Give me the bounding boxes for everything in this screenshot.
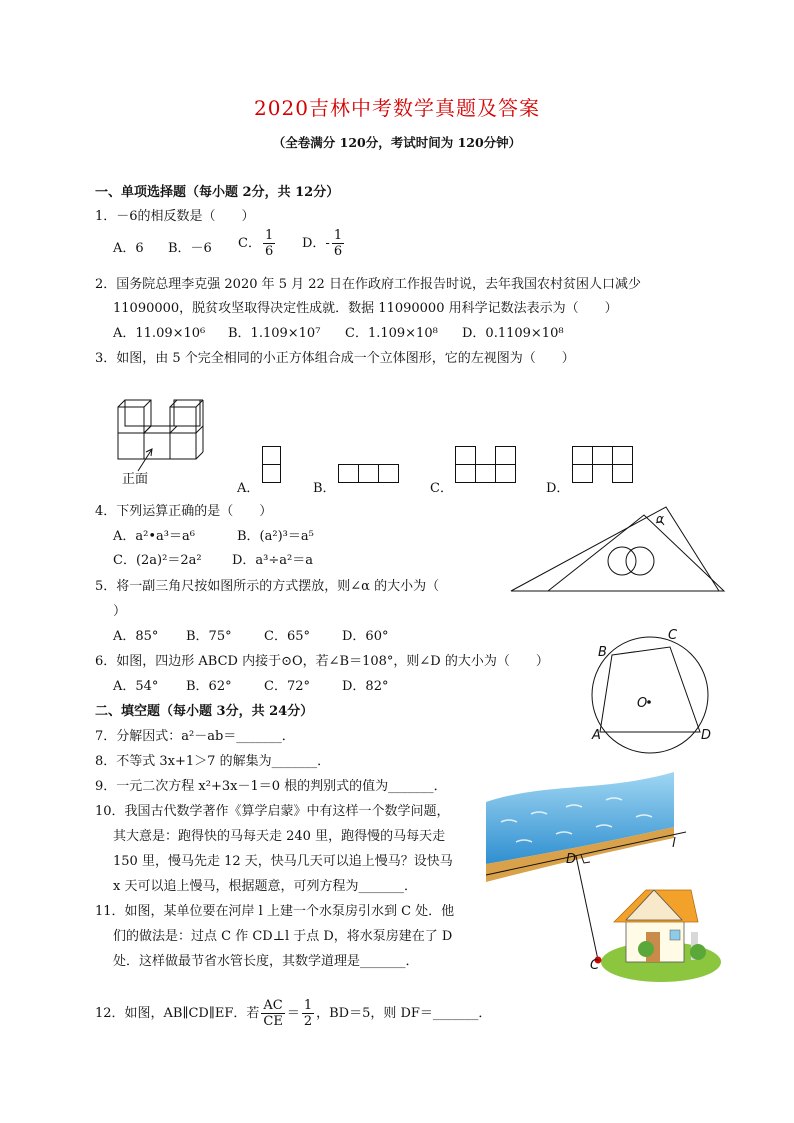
q6-label-o: O: [637, 696, 648, 711]
q11-line2: 们的做法是：过点 C 作 CD⊥l 于点 D，将水泵房建在了 D: [113, 929, 453, 944]
q11-line3: 处．这样做最节省水管长度，其数学道理是_______．: [113, 954, 419, 969]
q5-line1: 5．将一副三角尺按如图所示的方式摆放，则∠α 的大小为（: [95, 579, 440, 594]
q5-option-d: D．60°: [342, 629, 389, 644]
q6-stem: 6．如图，四边形 ABCD 内接于⊙O，若∠B＝108°，则∠D 的大小为（ ）: [95, 654, 549, 669]
page-subtitle: （全卷满分 120分，考试时间为 120分钟）: [272, 135, 522, 150]
q6-option-a: A．54°: [113, 679, 159, 694]
q9-stem: 9．一元二次方程 x²+3x－1＝0 根的判别式的值为_______．: [95, 779, 447, 794]
section1-heading: 一、单项选择题（每小题 2分，共 12分）: [95, 185, 340, 200]
q3-stem: 3．如图，由 5 个完全相同的小正方体组合成一个立体图形，它的左视图为（ ）: [95, 351, 575, 366]
q2-option-b: B．1.109×10⁷: [228, 326, 321, 341]
q7-stem: 7．分解因式：a²－ab＝_______．: [95, 729, 295, 744]
section2-heading: 二、填空题（每小题 3分，共 24分）: [95, 704, 314, 719]
q2-option-a: A．11.09×10⁶: [113, 326, 206, 341]
q2-line2: 11090000，脱贫攻坚取得决定性成就．数据 11090000 用科学记数法表示为（ ）: [113, 301, 618, 316]
q3-option-b: B．: [313, 481, 336, 496]
q6-option-d: D．82°: [342, 679, 389, 694]
q4-option-c: C．(2a)²＝2a²: [113, 553, 202, 568]
q11-label-d: D: [566, 852, 577, 867]
q5-alpha-label: α: [656, 512, 664, 526]
q6-label-a: A: [592, 728, 601, 743]
q3-option-a-figure: [262, 446, 282, 486]
q6-label-c: C: [668, 628, 678, 643]
q5-option-c: C．65°: [264, 629, 310, 644]
q12-stem: 12．如图，AB∥CD∥EF．若 $\frac{AC}{CE}$ ＝ $\frac{1}{2}$ ，BD＝5，则 DF＝_______．: [95, 998, 492, 1029]
q5-option-b: B．75°: [186, 629, 232, 644]
q6-option-b: B．62°: [186, 679, 232, 694]
q3-option-d: D．: [546, 481, 570, 496]
q1-option-b: B．－6: [168, 241, 212, 256]
q6-option-c: C．72°: [264, 679, 310, 694]
q10-line3: 150 里，慢马先走 12 天，快马几天可以追上慢马？设快马: [113, 854, 453, 869]
q5-line2: ）: [113, 604, 127, 619]
q2-option-d: D．0.1109×10⁸: [462, 326, 564, 341]
q11-river-figure: [486, 772, 722, 984]
page-title: 2020吉林中考数学真题及答案: [254, 96, 540, 120]
q3-option-d-figure: [572, 446, 634, 486]
q10-line4: x 天可以追上慢马，根据题意，可列方程为_______．: [113, 879, 417, 894]
q11-label-c: C: [590, 958, 600, 973]
q1-option-a: A．6: [113, 241, 144, 256]
q11-label-l: l: [672, 836, 676, 851]
q3-option-a: A．: [237, 481, 260, 496]
q3-front-label: 正面: [122, 472, 149, 487]
q4-option-a: A．a²•a³＝a⁶: [113, 529, 195, 544]
q5-triangle-figure: [508, 505, 733, 595]
q2-line1: 2．国务院总理李克强 2020 年 5 月 22 日在作政府工作报告时说，去年我国农村贫困人口减少: [95, 277, 641, 292]
q11-line1: 11．如图，某单位要在河岸 l 上建一个水泵房引水到 C 处．他: [95, 904, 455, 919]
q3-option-b-figure: [338, 464, 400, 484]
q1-option-c: C． $\frac{1}{6}$: [238, 228, 274, 259]
q3-option-c: C．: [430, 481, 453, 496]
q2-option-c: C．1.109×10⁸: [345, 326, 438, 341]
q10-line1: 10．我国古代数学著作《算学启蒙》中有这样一个数学问题，: [95, 804, 450, 819]
q1-option-d: D．- $\frac{1}{6}$: [302, 228, 343, 259]
q8-stem: 8．不等式 3x+1＞7 的解集为_______．: [95, 754, 331, 769]
q1-stem: 1．－6的相反数是（ ）: [95, 209, 255, 224]
q4-stem: 4．下列运算正确的是（ ）: [95, 504, 273, 519]
q3-option-c-figure: [455, 446, 517, 486]
q10-line2: 其大意是：跑得快的马每天走 240 里，跑得慢的马每天走: [113, 829, 446, 844]
q5-option-a: A．85°: [113, 629, 159, 644]
q4-option-b: B．(a²)³＝a⁵: [237, 529, 314, 544]
q6-label-d: D: [701, 728, 712, 743]
q4-option-d: D．a³÷a²＝a: [232, 553, 313, 568]
q6-label-b: B: [598, 645, 607, 660]
